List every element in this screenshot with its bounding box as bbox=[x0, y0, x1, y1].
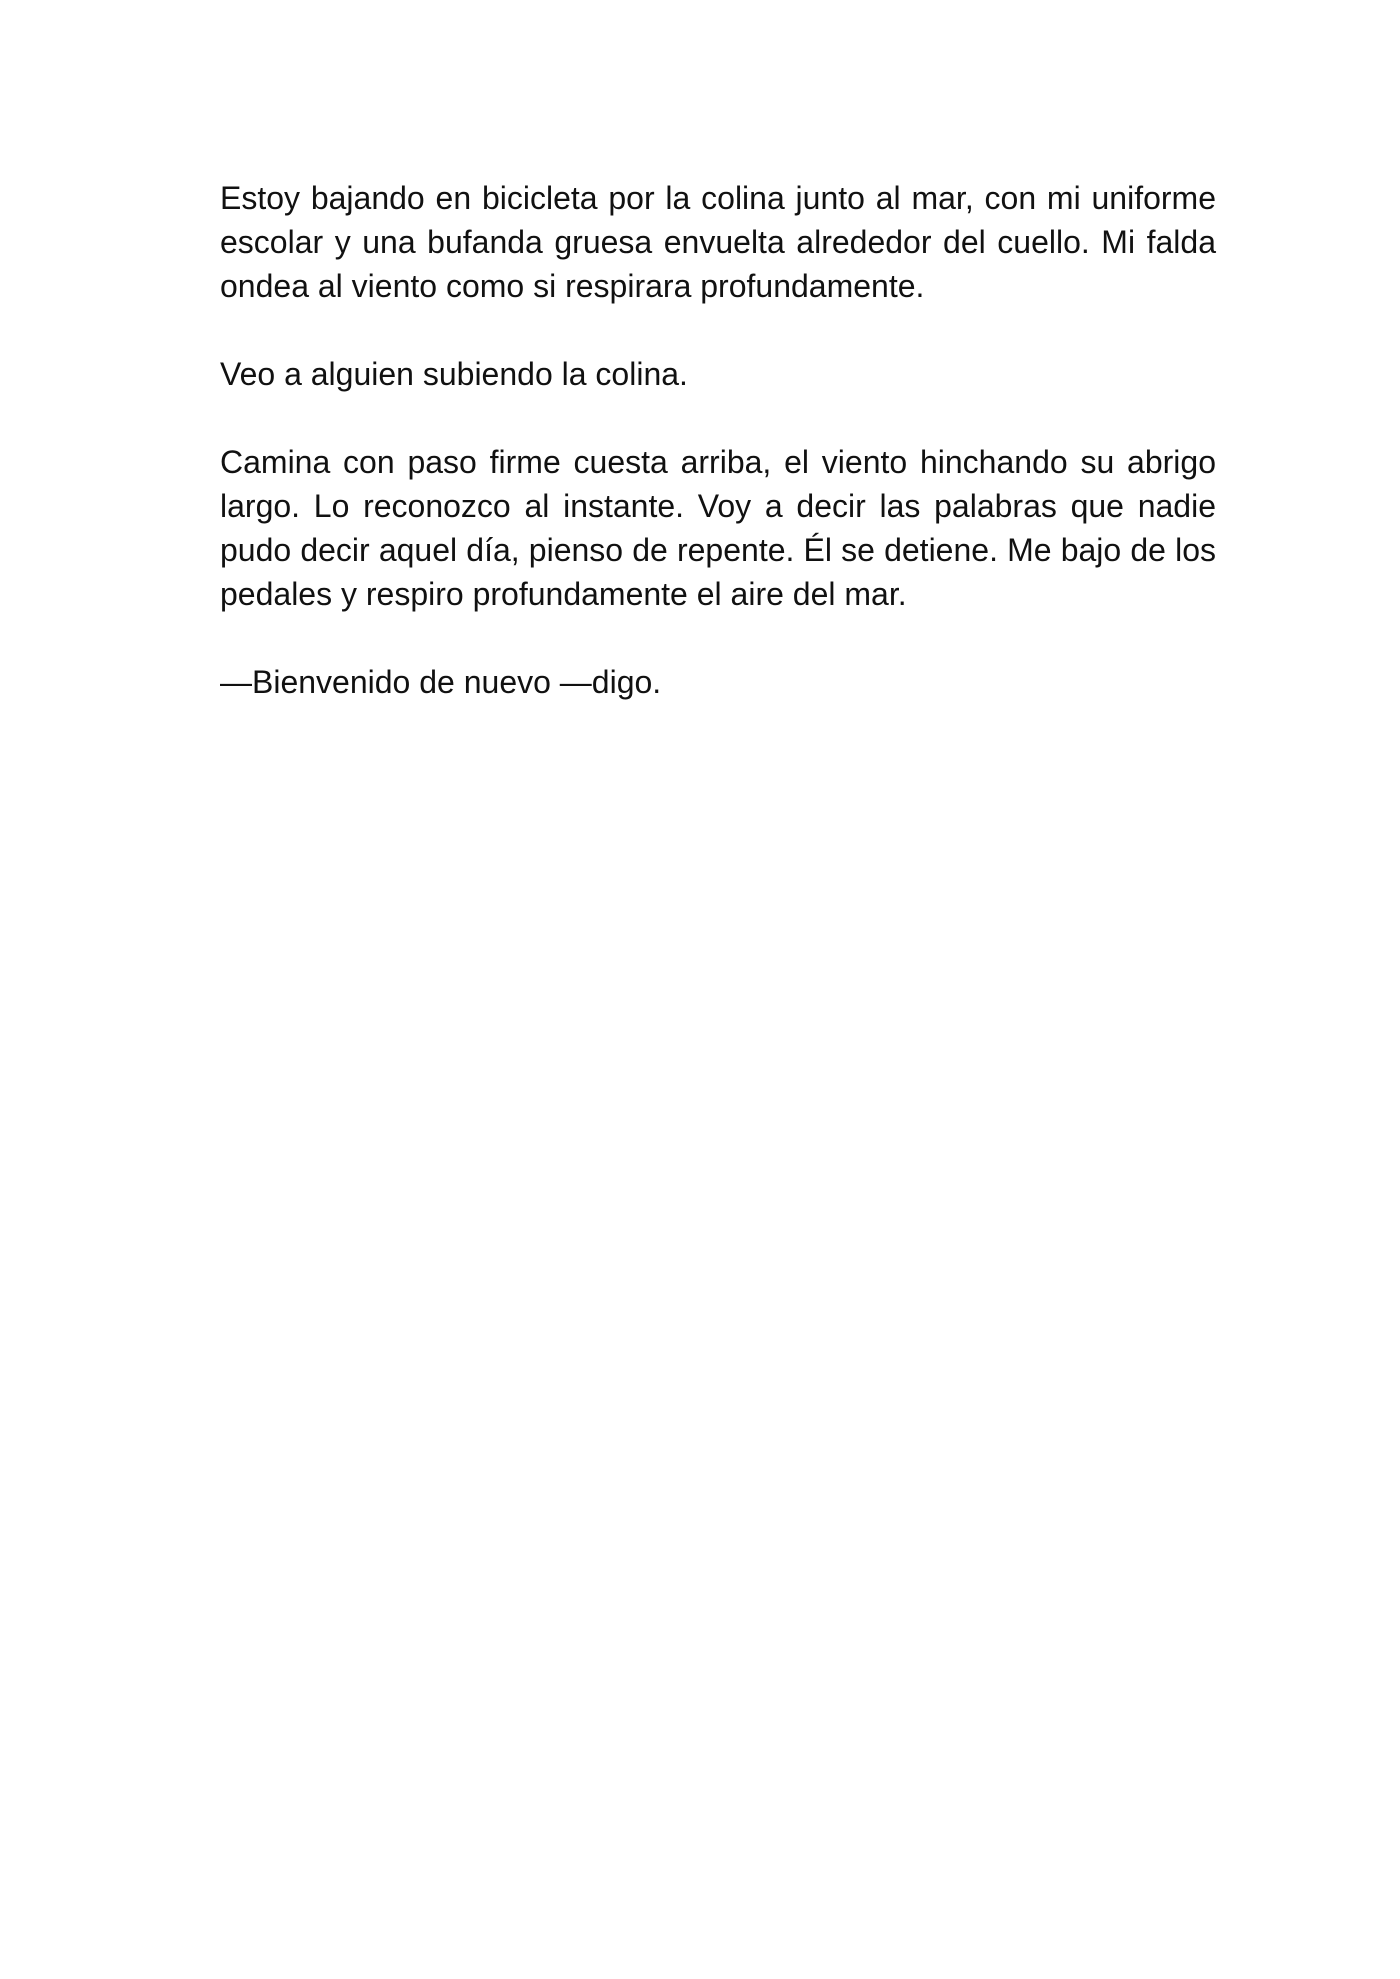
paragraph-3: Camina con paso firme cuesta arriba, el viento hinchando su abrigo largo. Lo reconozco al instante. Voy a decir las palabras que nadie pudo decir aquel día, pienso de repente. Él se detiene. Me bajo de los pedales y respiro profundamente el aire del mar. bbox=[220, 444, 1216, 612]
paragraph-2: Veo a alguien subiendo la colina. bbox=[220, 356, 688, 392]
paragraph-4: —Bienvenido de nuevo —digo. bbox=[220, 664, 662, 700]
document-body bbox=[220, 176, 1216, 748]
paragraph-1: Estoy bajando en bicicleta por la colina junto al mar, con mi uniforme escolar y una bufanda gruesa envuelta alrededor del cuello. Mi falda ondea al viento como si respirara profundamente. bbox=[220, 180, 1216, 304]
